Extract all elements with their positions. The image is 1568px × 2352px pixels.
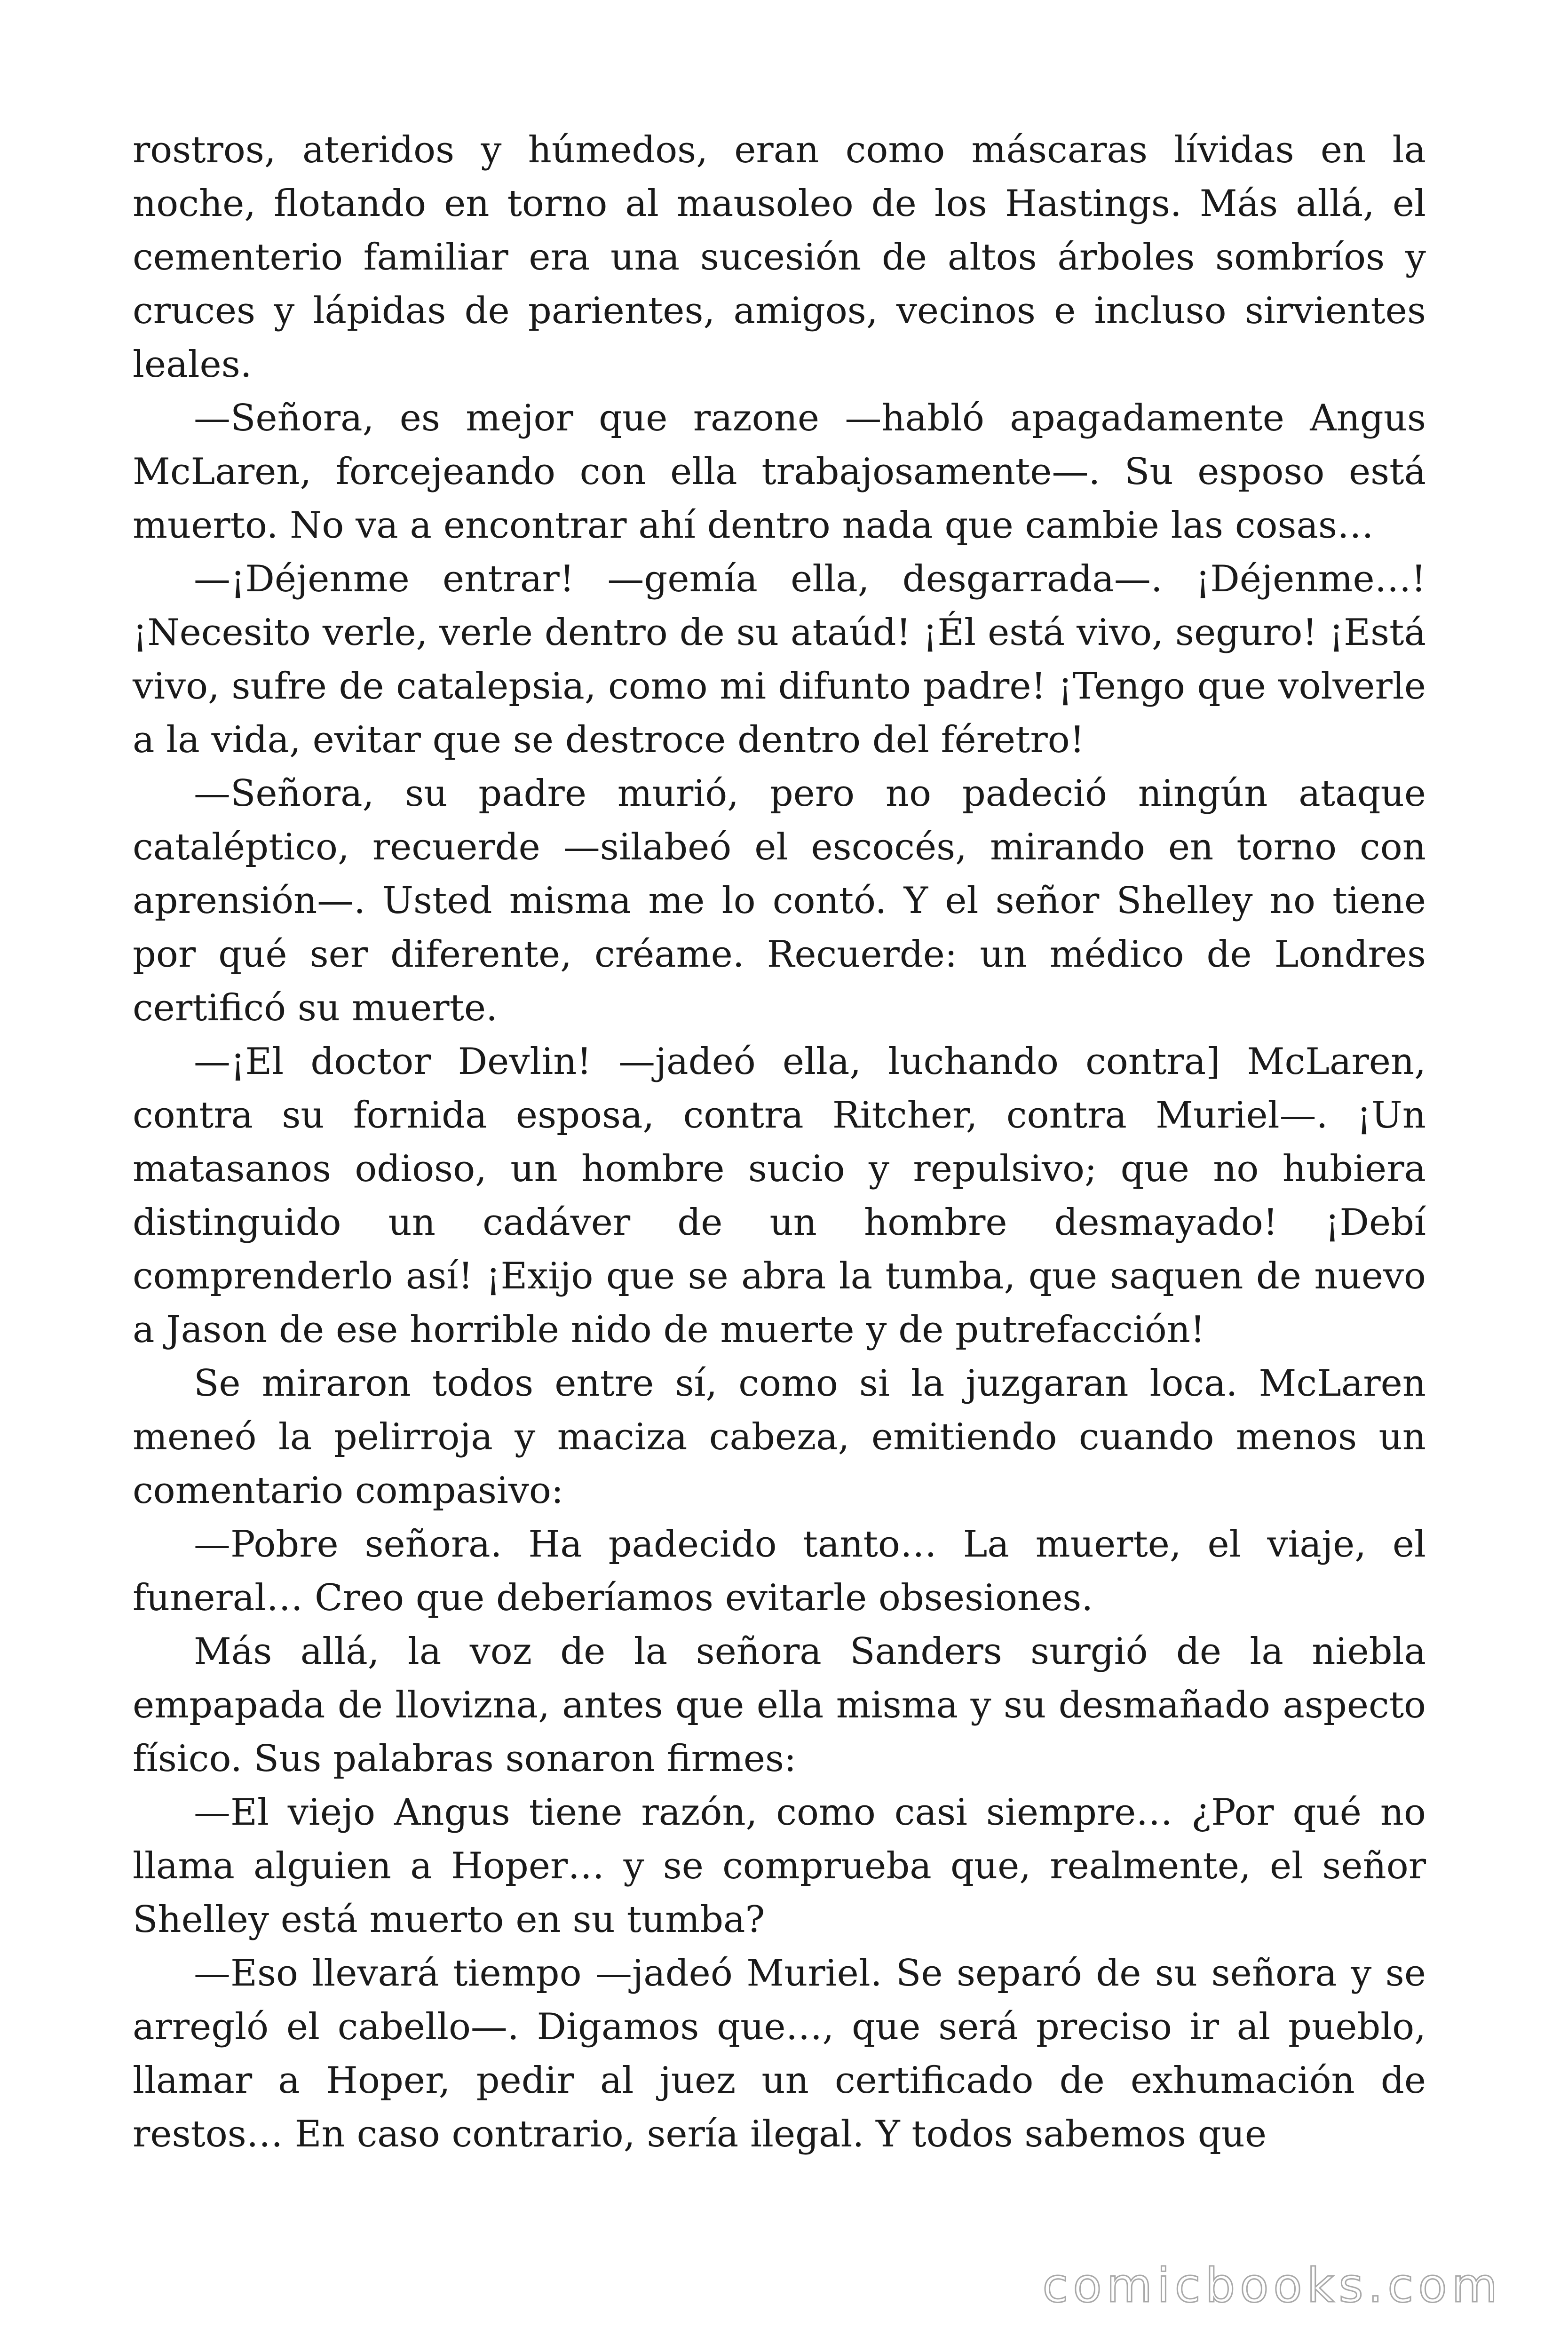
- paragraph-9: —El viejo Angus tiene razón, como casi siempre… ¿Por qué no llama alguien a Hoper… y se comprueba que, realmente, el señor Shelley está muerto en su tumba?: [133, 1791, 1426, 1941]
- paragraph-1: rostros, ateridos y húmedos, eran como máscaras lívidas en la noche, flotando en torno al mausoleo de los Hastings. Más allá, el cementerio familiar era una sucesión de altos árboles sombríos y cruces y lápidas de parientes, amigos, vecinos e incluso sirvientes leales.: [133, 129, 1426, 386]
- paragraph-3: —¡Déjenme entrar! —gemía ella, desgarrada—. ¡Déjenme…! ¡Necesito verle, verle dentro de su ataúd! ¡Él está vivo, seguro! ¡Está vivo, sufre de catalepsia, como mi difunto padre! ¡Tengo que volverle a la vida, evitar que se destroce dentro del féretro!: [133, 558, 1426, 761]
- body-text: [133, 123, 1426, 2161]
- watermark: comicbooks.com: [1042, 2258, 1502, 2313]
- paragraph-10: —Eso llevará tiempo —jadeó Muriel. Se separó de su señora y se arregló el cabello—. Digamos que…, que será preciso ir al pueblo, llamar a Hoper, pedir al juez un certificado de exhumación de restos… En caso contrario, sería ilegal. Y todos sabemos que: [133, 1952, 1426, 2155]
- paragraph-5: —¡El doctor Devlin! —jadeó ella, luchando contra] McLaren, contra su fornida esposa, contra Ritcher, contra Muriel—. ¡Un matasanos odioso, un hombre sucio y repulsivo; que no hubiera distinguido un cadáver de un hombre desmayado! ¡Debí comprenderlo así! ¡Exijo que se abra la tumba, que saquen de nuevo a Jason de ese horrible nido de muerte y de putrefacción!: [133, 1041, 1426, 1351]
- paragraph-2: —Señora, es mejor que razone —habló apagadamente Angus McLaren, forcejeando con ella trabajosamente—. Su esposo está muerto. No va a encontrar ahí dentro nada que cambie las cosas…: [133, 397, 1426, 547]
- paragraph-7: —Pobre señora. Ha padecido tanto… La muerte, el viaje, el funeral… Creo que deberíamos evitarle obsesiones.: [133, 1523, 1426, 1619]
- paragraph-6: Se miraron todos entre sí, como si la juzgaran loca. McLaren meneó la pelirroja y maciza cabeza, emitiendo cuando menos un comentario compasivo:: [133, 1362, 1426, 1512]
- paragraph-4: —Señora, su padre murió, pero no padeció ningún ataque cataléptico, recuerde —silabeó el escocés, mirando en torno con aprensión—. Usted misma me lo contó. Y el señor Shelley no tiene por qué ser diferente, créame. Recuerde: un médico de Londres certificó su muerte.: [133, 772, 1426, 1029]
- paragraph-8: Más allá, la voz de la señora Sanders surgió de la niebla empapada de llovizna, antes que ella misma y su desmañado aspecto físico. Sus palabras sonaron firmes:: [133, 1630, 1426, 1780]
